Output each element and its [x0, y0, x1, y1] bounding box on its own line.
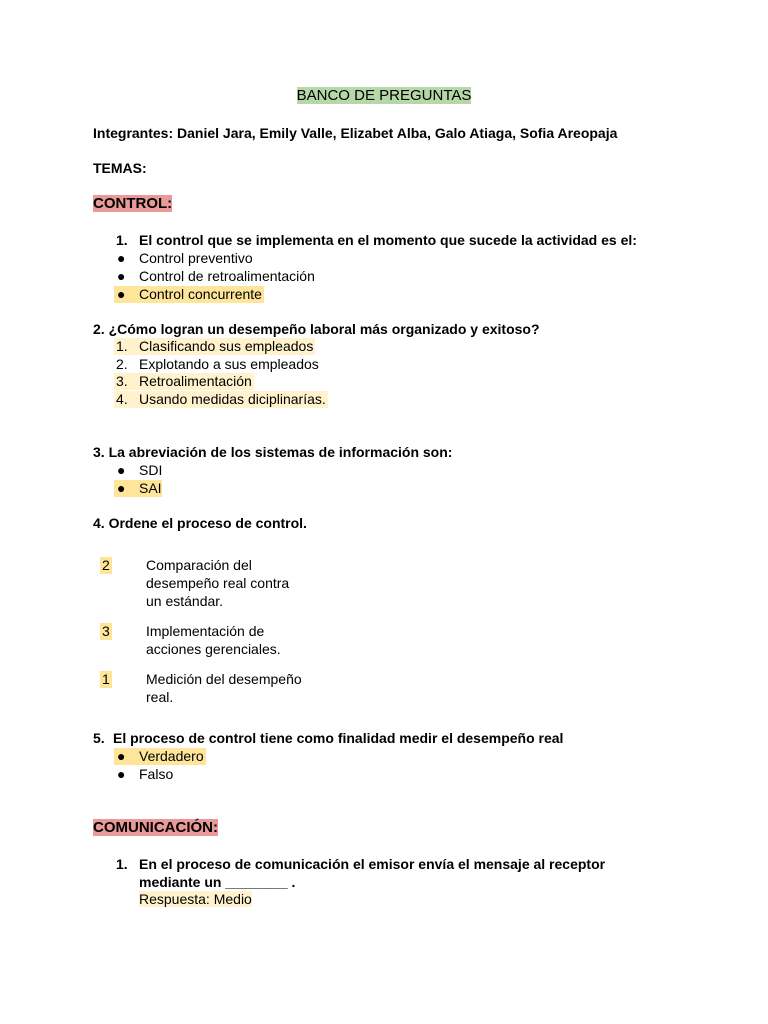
comunicacion-heading: [93, 819, 218, 836]
bullet-marker: ●: [117, 766, 126, 782]
answer-text: Respuesta: Medio: [139, 891, 252, 907]
control-heading: [93, 195, 172, 212]
bullet-marker: ●: [117, 250, 126, 266]
control-q1-text: El control que se implementa en el momento que sucede la actividad es el:: [139, 232, 637, 248]
order-number: 1: [102, 671, 110, 687]
list-number: 3.: [116, 373, 128, 389]
control-q5-number: 5.: [93, 730, 105, 746]
control-q2-option-1: Clasificando sus empleados: [139, 338, 314, 354]
order-item-1-line-2: desempeño real contra: [146, 575, 290, 591]
bullet-marker: ●: [117, 480, 126, 496]
title-text: BANCO DE PREGUNTAS: [296, 87, 472, 104]
control-q5-text: El proceso de control tiene como finalidad medir el desempeño real: [113, 730, 564, 746]
control-q4-text: 4. Ordene el proceso de control.: [93, 515, 307, 531]
order-number: 3: [102, 623, 110, 639]
control-q1-number: 1.: [116, 232, 128, 248]
order-item-2-line-1: Implementación de: [146, 623, 265, 639]
bullet-marker: ●: [117, 286, 126, 302]
bullet-marker: ●: [117, 462, 126, 478]
control-q3-option-2: SAI: [139, 480, 162, 496]
order-item-2-line-2: acciones gerenciales.: [146, 641, 281, 657]
control-q2-text: 2. ¿Cómo logran un desempeño laboral más organizado y exitoso?: [93, 321, 540, 337]
control-q1-option-3: Control concurrente: [139, 286, 262, 302]
order-number: 2: [102, 557, 110, 573]
control-q1-option-2: Control de retroalimentación: [139, 268, 315, 284]
bullet-marker: ●: [117, 268, 126, 284]
comunicacion-q1-number: 1.: [116, 856, 128, 872]
control-q3-text: 3. La abreviación de los sistemas de información son:: [93, 444, 453, 460]
comunicacion-q1-line-1: En el proceso de comunicación el emisor envía el mensaje al receptor: [139, 856, 606, 872]
order-item-3-line-1: Medición del desempeño: [146, 671, 302, 687]
list-number: 2.: [116, 356, 128, 372]
control-q2-option-3: Retroalimentación: [139, 373, 252, 389]
order-item-1-line-1: Comparación del: [146, 557, 252, 573]
temas-label: TEMAS:: [93, 160, 147, 176]
comunicacion-heading-text: COMUNICACIÓN:: [93, 819, 218, 836]
comunicacion-q1-line-2: mediante un ________ .: [139, 874, 296, 890]
control-q1-option-1: Control preventivo: [139, 250, 253, 266]
list-number: 4.: [116, 391, 128, 407]
control-q5-option-1: Verdadero: [139, 748, 204, 764]
control-q3-option-1: SDI: [139, 462, 163, 478]
page-title: [0, 87, 768, 104]
control-heading-text: CONTROL:: [93, 195, 173, 212]
bullet-marker: ●: [117, 748, 126, 764]
order-item-3-line-2: real.: [146, 689, 174, 705]
control-q2-option-2: Explotando a sus empleados: [139, 356, 319, 372]
order-item-1-line-3: un estándar.: [146, 593, 224, 609]
control-q5-option-2: Falso: [139, 766, 174, 782]
control-q2-option-4: Usando medidas diciplinarías.: [139, 391, 326, 407]
comunicacion-q1-answer: [139, 891, 252, 908]
list-number: 1.: [116, 338, 128, 354]
integrantes-line: Integrantes: Daniel Jara, Emily Valle, Elizabet Alba, Galo Atiaga, Sofia Areopaja: [93, 125, 618, 141]
